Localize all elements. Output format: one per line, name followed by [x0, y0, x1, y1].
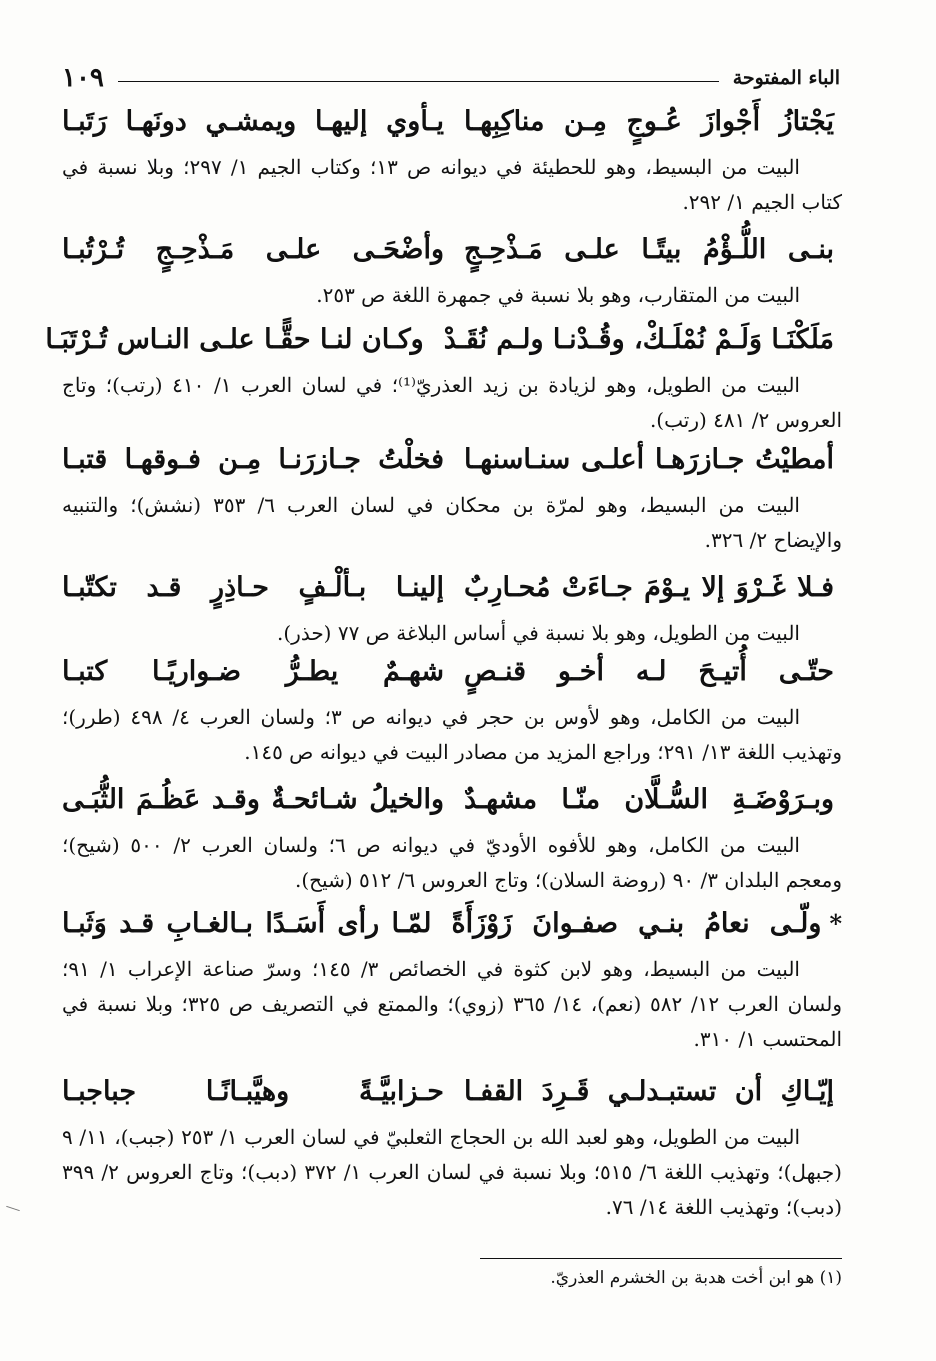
verse-entry [62, 234, 842, 313]
verse-entry [45, 324, 842, 438]
header-rule [118, 81, 719, 82]
second-hemistich: وكـان لنـا حقًّـا علـى النـاس تُـرْتَبَـا [45, 324, 424, 355]
verse-marker: * [829, 909, 842, 938]
verse-note: البيت من الكامل، وهو لأوس بن حجر في ديوانه ص ٣؛ ولسان العرب ٤/ ٤٩٨ (طرر)؛ وتهذيب اللغة ١٣/ ٢٩١؛ وراجع المزيد من مصادر البيت في ديوانه ص ١٤٥. [62, 705, 842, 764]
first-hemistich: يَجْتازُ أَجْوازَ عُـوجٍ مِـن مناكِبِهـا [464, 106, 834, 137]
verse-line [62, 908, 842, 952]
verse-note: البيت من البسيط، وهو للحطيئة في ديوانه ص ١٣؛ وكتاب الجيم ١/ ٢٩٧؛ وبلا نسبة في كتاب الجيم ١/ ٢٩٢. [62, 155, 842, 214]
first-hemistich: بنـى اللُّـؤْمُ بيتًـا علـى مَـذْحِـجٍ [464, 234, 834, 265]
verse-note: البيت من الكامل، وهو للأفوه الأوديّ في ديوانه ص ٦؛ ولسان العرب ٢/ ٥٠٠ (شيح)؛ ومعجم البلدان ٣/ ٩٠ (روضة السلان)؛ وتاج العروس ٦/ ٥١٢ (شيح). [62, 833, 842, 892]
verse-line [62, 656, 842, 700]
first-hemistich: مَلَكْنَـا وَلَـمْ نُمْلَـكْ، وقُـدْنـا ولـم نُقَـدْ [443, 324, 834, 355]
second-hemistich: يـأوي إليهـا ويمشـي دونَهـا رَتَبـا [62, 106, 444, 137]
verse-line [62, 572, 842, 616]
verse-entry [62, 656, 842, 770]
verse-note: البيت من الطويل، وهو لعبد الله بن الحجاج الثعلبيّ في لسان العرب ١/ ٢٥٣ (جبب)، ١١/ ٩ (جبهل)؛ وتهذيب اللغة ٦/ ٥١٥؛ وبلا نسبة في لسان العرب ١/ ٣٧٢ (دبب)؛ وتاج العروس ٢/ ٣٩٩ (دبب)؛ وتهذيب اللغة ١٤/ ٧٦. [62, 1125, 842, 1219]
verse-note: البيت من الطويل، وهو بلا نسبة في أساس البلاغة ص ٧٧ (حذر). [277, 621, 800, 645]
second-hemistich: فخلْتُ جـازرَنـا مِـن فـوقهـا قتبـا [62, 444, 444, 475]
footnote-rule [480, 1258, 842, 1259]
verse-line [45, 324, 842, 368]
second-hemistich: والخيلُ شـائحـةٌ وقـد عَظُـمَ الثُّبَـى [62, 784, 444, 815]
first-hemistich: حتّـى أُتيـحَ لـه أخـو قنـصٍ [464, 656, 834, 687]
verse-entry [62, 908, 842, 1057]
verse-line [62, 1076, 842, 1120]
page-number: ١٠٩ [62, 63, 104, 93]
verse-note: البيت من الطويل، وهو لزيادة بن زيد العذريّ⁽¹⁾؛ في لسان العرب ١/ ٤١٠ (رتب)؛ وتاج العروس ٢/ ٤٨١ (رتب). [62, 373, 842, 432]
second-hemistich: إلينـا بـألْـفٍ حـاذِرٍ قـد تكتّبـا [62, 572, 444, 603]
verse-note: البيت من البسيط، وهو لمرّة بن محكان في لسان العرب ٦/ ٣٥٣ (نشش)؛ والتنبيه والإيضاح ٢/ ٣٢٦. [62, 493, 842, 552]
verse-note: البيت من البسيط، وهو لابن كثوة في الخصائص ٣/ ١٤٥؛ وسرّ صناعة الإعراب ١/ ٩١؛ ولسان العرب ١٢/ ٥٨٢ (نعم)، ١٤/ ٣٦٥ (زوي)؛ والممتع في التصريف ص ٣٢٥؛ وبلا نسبة في المحتسب ١/ ٣١٠. [62, 957, 842, 1051]
first-hemistich: إيّـاكِ أن تستبـدلـي قَـرِدَ القفـا [464, 1076, 834, 1107]
footnote: (١) هو ابن أخت هدبة بن الخشرم العذريّ. [550, 1268, 842, 1288]
verse-line [62, 444, 842, 488]
section-title: الباء المفتوحة [732, 67, 840, 89]
verse-entry [62, 572, 842, 651]
verse-entry [62, 784, 842, 898]
verse-line [62, 784, 842, 828]
first-hemistich: ولّـى نعامُ بنـي صفـوانَ زَوْزَأَةً [451, 908, 822, 939]
second-hemistich: حـزابيَّـةً وهيَّبـانًـا جباجبـا [62, 1076, 444, 1107]
second-hemistich: وأضْحَـى علـى مَـذْحِـجٍ تُـرْتُبـا [62, 234, 444, 265]
first-hemistich: فـلا غَـرْوَ إلا يـوْمَ جـاءَتْ مُحـارِبٌ [464, 572, 834, 603]
second-hemistich: شهـمٌ يطـرُّ ضـواريًـا كتبـا [62, 656, 444, 687]
verse-line [62, 106, 842, 150]
second-hemistich: لمّـا رأى أَسَـدًا بـالغـابِ قـد وَثَبـا [62, 908, 432, 939]
verse-entry [62, 444, 842, 558]
first-hemistich: أمطيْتُ جـازرَهـا أعلـى سنـاسنهـا [464, 444, 834, 475]
verse-note: البيت من المتقارب، وهو بلا نسبة في جمهرة اللغة ص ٢٥٣. [316, 283, 800, 307]
verse-entry [62, 1076, 842, 1225]
first-hemistich: وبـرَوْضَـةِ السُّـلَّان منّـا مشهـدٌ [464, 784, 834, 815]
margin-mark [6, 1206, 20, 1211]
verse-entry [62, 106, 842, 220]
verse-line [62, 234, 842, 278]
running-header [62, 58, 840, 98]
